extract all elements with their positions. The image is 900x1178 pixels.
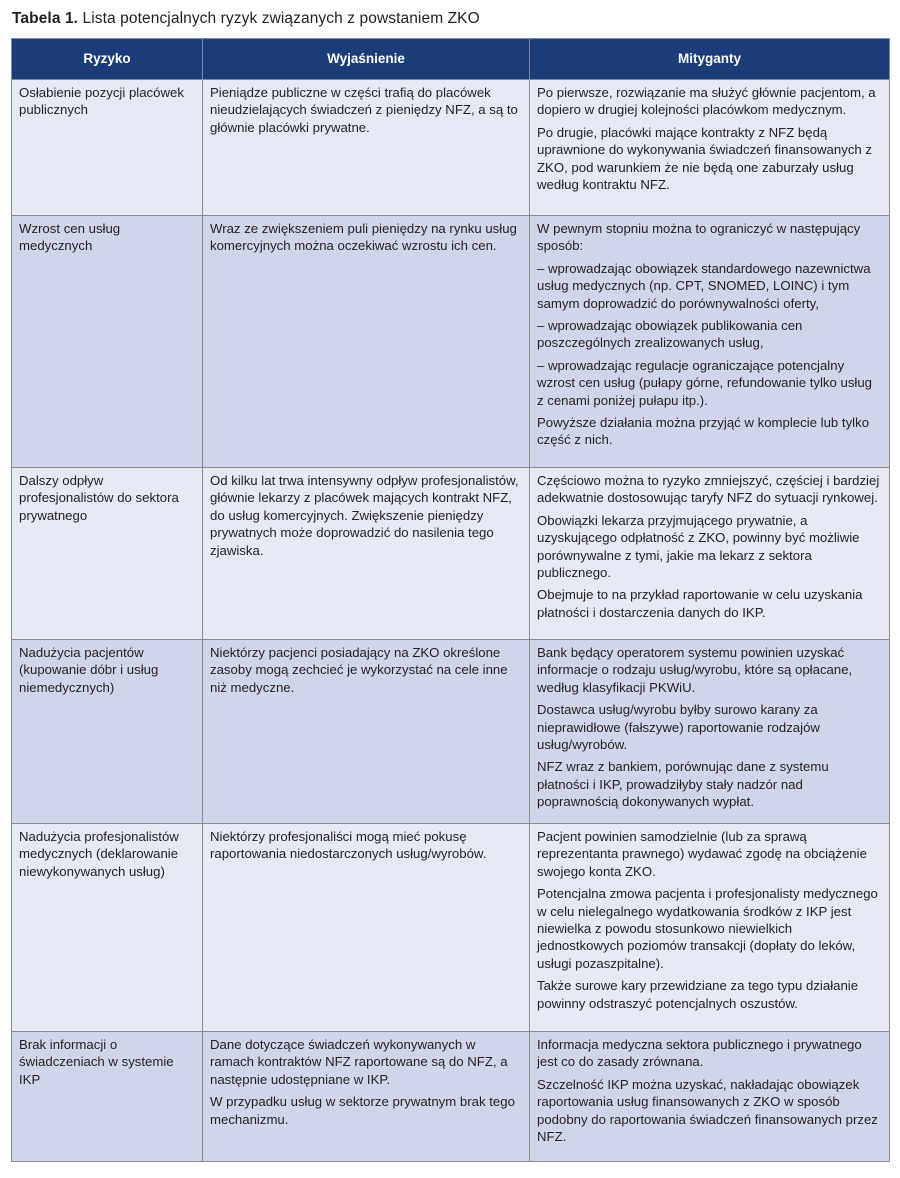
mitigant-paragraph: – wprowadzając regulacje ograniczające potencjalny wzrost cen usług (pułapy górne, refundowanie tylko usług z cenami poniżej pułapu itp.). [537,357,873,408]
risk-cell [12,640,203,824]
mitigant-paragraph: Po drugie, placówki mające kontrakty z NFZ będą uprawnione do wykonywania świadczeń finansowanych z ZKO, pod warunkiem że nie będą one zaburzały usług według kontraktu NFZ. [537,124,873,193]
table-caption-text: Lista potencjalnych ryzyk związanych z powstaniem ZKO [82,10,480,27]
mitigant-paragraph: NFZ wraz z bankiem, porównując dane z systemu płatności i IKP, prowadziłyby stały nadzór nad poprawnością dokonywanych wypłat. [537,759,829,810]
table-row [12,216,890,468]
table-row [12,640,890,824]
mitigant-paragraph: Szczelność IKP można uzyskać, nakładając obowiązek raportowania usług finansowanych z ZKO w sposób podobny do raportowania świadczeń finansowanych przez NFZ. [537,1076,878,1145]
risk-text: Nadużycia profesjonalistów medycznych (deklarowanie niewykonywanych usług) [19,829,179,879]
explanation-cell [203,468,530,640]
risk-cell [12,1032,203,1162]
explanation-paragraph: Dane dotyczące świadczeń wykonywanych w ramach kontraktów NFZ raportowane są do NFZ, a następnie udostępniane w IKP. [210,1037,508,1087]
table-row [12,80,890,216]
mitigant-paragraph: W pewnym stopniu można to ograniczyć w następujący sposób: [537,221,861,254]
explanation-paragraph: Wraz ze zwiększeniem puli pieniędzy na rynku usług komercyjnych można oczekiwać wzrostu ich cen. [210,221,517,254]
risk-cell [12,80,203,216]
explanation-cell [203,216,530,468]
mitigant-paragraph: Obejmuje to na przykład raportowanie w celu uzyskania płatności i dostarczenia danych do IKP. [537,587,863,620]
explanation-paragraph: Niektórzy profesjonaliści mogą mieć pokusę raportowania niedostarczonych usług/wyrobów. [210,829,487,862]
risk-text: Osłabienie pozycji placówek publicznych [19,85,184,118]
mitigants-cell [530,1032,890,1162]
explanation-cell [203,1032,530,1162]
explanation-paragraph: Od kilku lat trwa intensywny odpływ profesjonalistów, głównie lekarzy z placówek mających kontrakt NFZ, do usług komercyjnych. Zwiększenie pieniędzy prywatnych może doprowadzić do nasilenia tego zjawiska. [210,473,519,558]
mitigant-paragraph: Dostawca usług/wyrobu byłby surowo karany za nieprawidłowe (fałszywe) raportowanie rodzajów usług/wyrobów. [537,702,820,753]
mitigant-paragraph: Częściowo można to ryzyko zmniejszyć, częściej i bardziej adekwatnie dostosowując taryfy NFZ do sytuacji rynkowej. [537,473,880,506]
mitigant-paragraph: – wprowadzając obowiązek standardowego nazewnictwa usług medycznych (np. CPT, SNOMED, LOINC) i tym samym doprowadzić do porównywalności oferty, [537,260,871,311]
risk-cell [12,468,203,640]
mitigant-paragraph: Powyższe działania można przyjąć w komplecie lub tylko część z nich. [537,415,870,448]
mitigant-paragraph: Informacja medyczna sektora publicznego i prywatnego jest co do zasady zrównana. [537,1037,862,1070]
risks-table [11,38,890,1162]
table-row [12,468,890,640]
mitigant-paragraph: Potencjalna zmowa pacjenta i profesjonalisty medycznego w celu nielegalnego wydatkowania środków z IKP jest niewielka z powodu stosunkowo niewielkich jednostkowych poziomów transakcji (dopłaty do leków, usługi pozaszpitalne). [537,886,878,971]
mitigant-paragraph: – wprowadzając obowiązek publikowania cen poszczególnych zrealizowanych usług, [537,318,803,351]
mitigants-cell [530,640,890,824]
explanation-paragraph: Niektórzy pacjenci posiadający na ZKO określone zasoby mogą zechcieć je wykorzystać na cele inne niż medyczne. [210,645,508,695]
column-header-explanation: Wyjaśnienie [203,39,530,80]
column-header-risk: Ryzyko [12,39,203,80]
mitigant-paragraph: Także surowe kary przewidziane za tego typu działanie powinny odstraszyć potencjalnych oszustów. [537,978,859,1011]
mitigant-paragraph: Obowiązki lekarza przyjmującego prywatnie, a uzyskującego odpłatność z ZKO, powinny być możliwie porównywalne z tymi, jakie ma lekarz z sektora publicznego. [537,512,860,581]
risk-cell [12,824,203,1032]
mitigants-cell [530,80,890,216]
table-body [12,80,890,1162]
table-caption [12,10,480,28]
mitigant-paragraph: Pacjent powinien samodzielnie (lub za sprawą reprezentanta prawnego) wydawać zgodę na obciążenie swojego konta ZKO. [537,829,867,879]
table-row [12,824,890,1032]
explanation-paragraph: W przypadku usług w sektorze prywatnym brak tego mechanizmu. [210,1094,515,1127]
mitigant-paragraph: Po pierwsze, rozwiązanie ma służyć głównie pacjentom, a dopiero w drugiej kolejności placówkom medycznym. [537,85,876,118]
risk-cell [12,216,203,468]
mitigants-cell [530,824,890,1032]
table-caption-label: Tabela 1. [12,10,79,27]
table-header-row [12,39,890,80]
table-row [12,1032,890,1162]
mitigants-cell [530,216,890,468]
explanation-cell [203,80,530,216]
explanation-cell [203,824,530,1032]
column-header-mitigants: Mityganty [530,39,890,80]
mitigants-cell [530,468,890,640]
explanation-paragraph: Pieniądze publiczne w części trafią do placówek nieudzielających świadczeń z pieniędzy NFZ, a są to głównie placówki prywatne. [210,85,518,135]
risk-text: Nadużycia pacjentów (kupowanie dóbr i usług niemedycznych) [19,645,159,695]
risk-text: Wzrost cen usług medycznych [19,221,121,254]
risk-text: Brak informacji o świadczeniach w systemie IKP [19,1037,174,1087]
mitigant-paragraph: Bank będący operatorem systemu powinien uzyskać informacje o rodzaju usług/wyrobu, które są opłacane, według klasyfikacji PKWiU. [537,645,853,695]
risk-text: Dalszy odpływ profesjonalistów do sektora prywatnego [19,473,179,523]
explanation-cell [203,640,530,824]
